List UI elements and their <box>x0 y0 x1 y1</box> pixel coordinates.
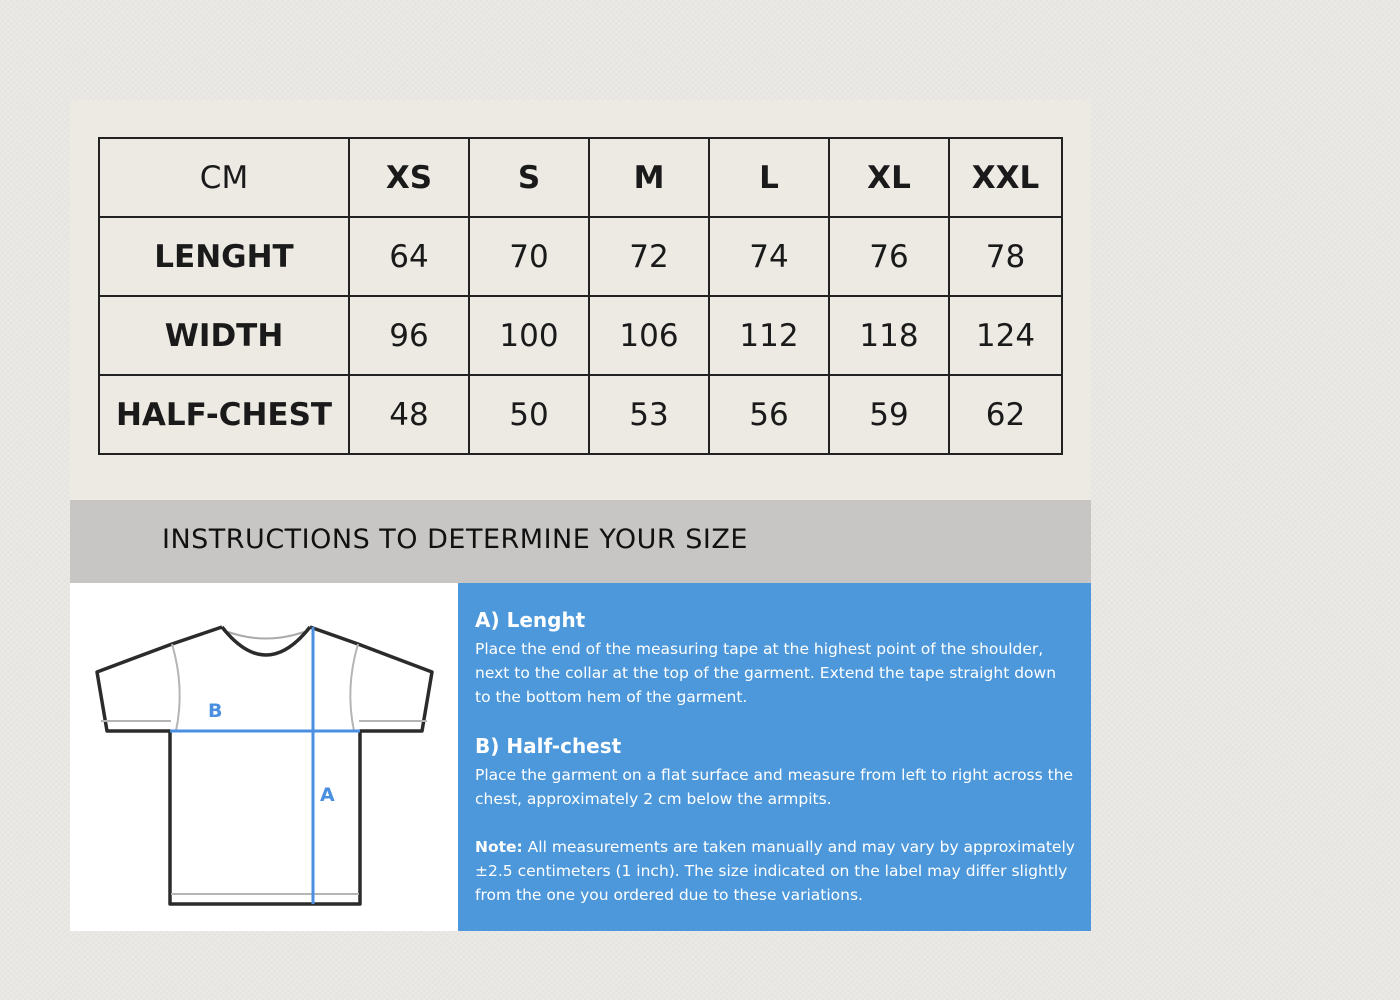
table-cell: 96 <box>349 296 469 375</box>
size-header-xl: XL <box>829 138 949 217</box>
half-chest-heading: B) Half-chest <box>475 734 622 758</box>
shirt-outline <box>97 627 432 904</box>
table-cell: 70 <box>469 217 589 296</box>
instructions-info-box <box>458 583 1091 931</box>
size-header-s: S <box>469 138 589 217</box>
table-cell: 112 <box>709 296 829 375</box>
size-header-row <box>99 138 1062 217</box>
note-label: Note: <box>475 838 523 856</box>
size-header-xxl: XXL <box>949 138 1062 217</box>
size-header-m: M <box>589 138 709 217</box>
table-cell: 64 <box>349 217 469 296</box>
note-paragraph <box>475 835 1075 907</box>
table-cell: 124 <box>949 296 1062 375</box>
instructions-bar <box>70 500 1091 583</box>
table-cell: 59 <box>829 375 949 454</box>
row-label-half-chest: HALF-CHEST <box>99 375 349 454</box>
table-row-width <box>99 296 1062 375</box>
size-header-xs: XS <box>349 138 469 217</box>
table-cell: 56 <box>709 375 829 454</box>
note-text: All measurements are taken manually and may vary by approximately ±2.5 centimeters (1 inch). The size indicated on the label may differ slightly from the one you ordered due to these variations. <box>475 838 1075 904</box>
measure-b-label: B <box>208 700 223 722</box>
length-heading: A) Lenght <box>475 608 586 632</box>
tshirt-icon <box>70 583 458 931</box>
table-cell: 72 <box>589 217 709 296</box>
table-row-length <box>99 217 1062 296</box>
table-cell: 50 <box>469 375 589 454</box>
table-cell: 78 <box>949 217 1062 296</box>
row-label-width: WIDTH <box>99 296 349 375</box>
table-cell: 118 <box>829 296 949 375</box>
size-table <box>98 137 1063 455</box>
table-cell: 62 <box>949 375 1062 454</box>
unit-header-cell: CM <box>99 138 349 217</box>
table-cell: 106 <box>589 296 709 375</box>
half-chest-description: Place the garment on a flat surface and measure from left to right across the chest, approximately 2 cm below the armpits. <box>475 766 1074 808</box>
table-row-half-chest <box>99 375 1062 454</box>
length-description: Place the end of the measuring tape at the highest point of the shoulder, next to the collar at the top of the garment. Extend the tape straight down to the bottom hem of the garment. <box>475 640 1057 706</box>
row-label-length: LENGHT <box>99 217 349 296</box>
measure-a-label: A <box>320 784 335 806</box>
table-cell: 53 <box>589 375 709 454</box>
table-cell: 48 <box>349 375 469 454</box>
tshirt-diagram <box>70 583 458 931</box>
instructions-title: INSTRUCTIONS TO DETERMINE YOUR SIZE <box>162 524 748 555</box>
table-cell: 76 <box>829 217 949 296</box>
table-cell: 74 <box>709 217 829 296</box>
table-cell: 100 <box>469 296 589 375</box>
size-header-l: L <box>709 138 829 217</box>
